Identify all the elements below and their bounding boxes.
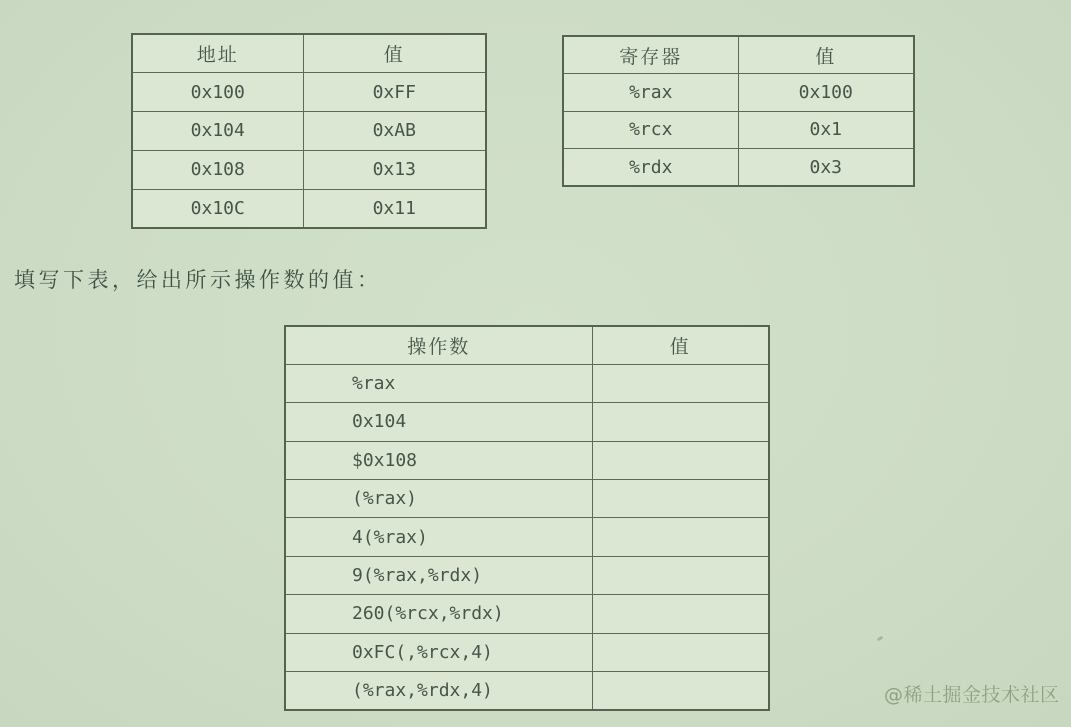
operand-cell: 4(%rax) [285,518,592,556]
operand-header: 操作数 [285,326,592,364]
table-header-row [132,34,486,73]
operand-answer-cell [592,441,769,479]
operand-answer-cell [592,518,769,556]
table-row [285,518,769,556]
table-row [285,364,769,402]
table-row [563,149,914,187]
operand-value-header: 值 [592,326,769,364]
register-name-cell: %rcx [563,111,738,149]
table-row [285,672,769,710]
register-value-cell: 0x100 [738,74,914,112]
memory-address-cell: 0x100 [132,73,303,112]
register-value-cell: 0x3 [738,149,914,187]
operand-cell: %rax [285,364,592,402]
memory-address-header: 地址 [132,34,303,73]
table-row [132,189,486,228]
table-row [563,111,914,149]
operand-answer-cell [592,364,769,402]
operand-cell: (%rax,%rdx,4) [285,672,592,710]
operand-cell: $0x108 [285,441,592,479]
table-row [132,73,486,112]
table-row [285,595,769,633]
operand-table [284,325,770,711]
table-row [285,480,769,518]
instruction-text: 填写下表，给出所示操作数的值： [14,268,382,292]
memory-value-header: 值 [303,34,486,73]
table-row [132,150,486,189]
smudge-mark [877,636,884,642]
register-name-cell: %rdx [563,149,738,187]
register-name-header: 寄存器 [563,36,738,74]
table-row [285,441,769,479]
memory-value-cell: 0xFF [303,73,486,112]
operand-answer-cell [592,633,769,671]
table-header-row [285,326,769,364]
operand-cell: 0xFC(,%rcx,4) [285,633,592,671]
operand-cell: 0x104 [285,403,592,441]
operand-answer-cell [592,595,769,633]
operand-answer-cell [592,672,769,710]
memory-value-cell: 0xAB [303,112,486,151]
memory-address-cell: 0x10C [132,189,303,228]
watermark: @稀土掘金技术社区 [884,684,1060,706]
operand-answer-cell [592,480,769,518]
register-value-cell: 0x1 [738,111,914,149]
memory-address-cell: 0x104 [132,112,303,151]
memory-address-cell: 0x108 [132,150,303,189]
memory-value-cell: 0x11 [303,189,486,228]
register-table [562,35,915,187]
register-value-header: 值 [738,36,914,74]
table-row [563,74,914,112]
operand-cell: 9(%rax,%rdx) [285,556,592,594]
table-row [132,112,486,151]
register-name-cell: %rax [563,74,738,112]
operand-cell: (%rax) [285,480,592,518]
table-header-row [563,36,914,74]
memory-value-cell: 0x13 [303,150,486,189]
operand-answer-cell [592,556,769,594]
operand-answer-cell [592,403,769,441]
operand-cell: 260(%rcx,%rdx) [285,595,592,633]
table-row [285,633,769,671]
table-row [285,556,769,594]
memory-table [131,33,487,229]
table-row [285,403,769,441]
